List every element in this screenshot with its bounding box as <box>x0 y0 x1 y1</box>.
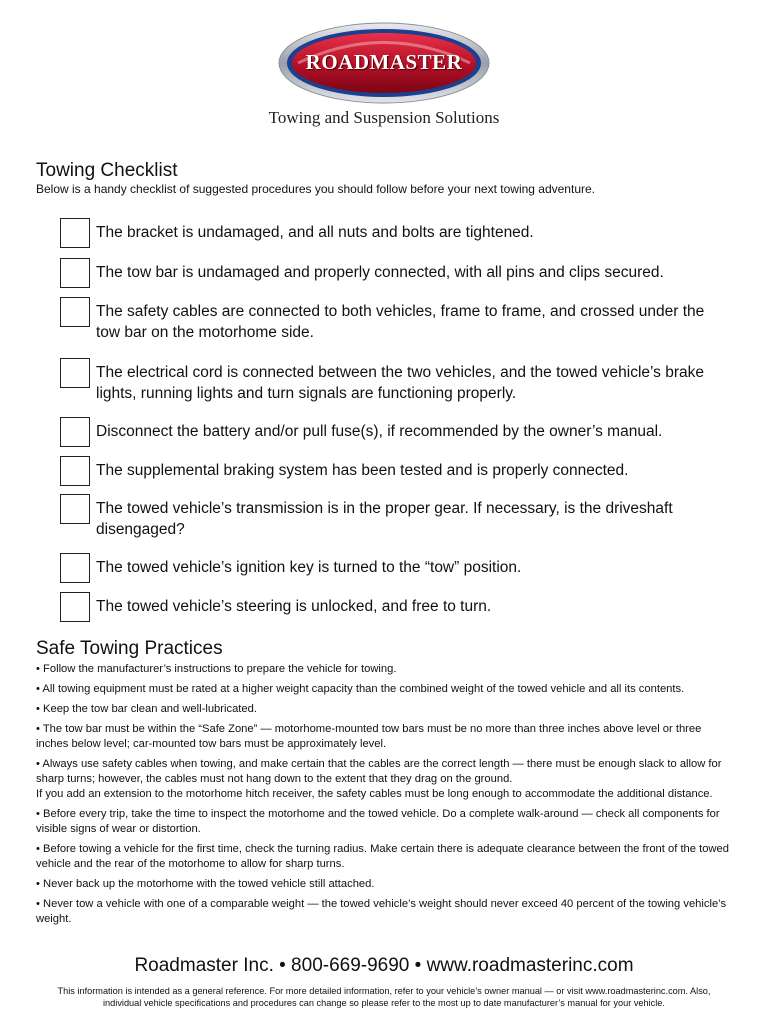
checkbox[interactable] <box>60 553 90 583</box>
checkbox[interactable] <box>60 258 90 288</box>
practice-item <box>36 757 736 802</box>
practice-item: • Keep the tow bar clean and well-lubricated. <box>36 703 257 715</box>
footer-contact: Roadmaster Inc. • 800-669-9690 • www.roadmasterinc.com <box>134 955 634 976</box>
practice-item: • Follow the manufacturer’s instructions to prepare the vehicle for towing. <box>36 663 397 675</box>
checklist-item-label: The towed vehicle’s ignition key is turned to the “tow” position. <box>96 559 522 576</box>
checklist-item <box>60 493 730 540</box>
checklist-item-label: The towed vehicle’s steering is unlocked, and free to turn. <box>96 598 492 615</box>
checklist-item <box>60 217 730 248</box>
safe-towing-practices <box>36 662 736 932</box>
practice-item-extra: If you add an extension to the motorhome hitch receiver, the safety cables must be long enough to accommodate the additional distance. <box>36 788 713 800</box>
checklist-item-label: The towed vehicle’s transmission is in the proper gear. If necessary, is the driveshaft disengaged? <box>96 500 673 538</box>
checkbox[interactable] <box>60 358 90 388</box>
checkbox[interactable] <box>60 494 90 524</box>
practices-title: Safe Towing Practices <box>36 638 223 659</box>
footer-disclaimer: This information is intended as a general reference. For more detailed information, refer to your vehicle’s owner manual — or visit www.roadmasterinc.com. Also, individual vehicle specifications and procedures can change so please refer to the most up to date manufacturer’s manual for your vehicle. <box>57 986 711 1008</box>
tagline: Towing and Suspension Solutions <box>268 108 500 127</box>
checklist-item <box>60 455 730 486</box>
practice-item: • Never back up the motorhome with the towed vehicle still attached. <box>36 878 375 890</box>
checkbox[interactable] <box>60 456 90 486</box>
checklist-item <box>60 296 730 343</box>
practice-item: • Before every trip, take the time to inspect the motorhome and the towed vehicle. Do a complete walk-around — check all components for visible signs of wear or distortion. <box>36 808 720 835</box>
checkbox[interactable] <box>60 218 90 248</box>
practice-item: • Never tow a vehicle with one of a comparable weight — the towed vehicle’s weight should never exceed 40 percent of the towing vehicle’s weight. <box>36 898 727 925</box>
checklist-item-label: The supplemental braking system has been tested and is properly connected. <box>96 462 629 479</box>
practice-item: • The tow bar must be within the “Safe Zone” — motorhome-mounted tow bars must be no more than three inches above level or three inches below level; car-mounted tow bars must be approximately level. <box>36 723 702 750</box>
roadmaster-logo <box>278 22 490 104</box>
checklist-item <box>60 257 730 288</box>
checkbox[interactable] <box>60 592 90 622</box>
logo-wordmark: ROADMASTER <box>305 50 463 74</box>
checklist-item <box>60 591 730 622</box>
checklist-item <box>60 552 730 583</box>
checklist-item <box>60 416 730 447</box>
checklist-item-label: The electrical cord is connected between the two vehicles, and the towed vehicle’s brake lights, running lights and turn signals are functioning properly. <box>96 364 705 402</box>
checklist-title: Towing Checklist <box>36 160 178 181</box>
checklist-item-label: The tow bar is undamaged and properly connected, with all pins and clips secured. <box>96 264 664 281</box>
checklist-item-label: The bracket is undamaged, and all nuts and bolts are tightened. <box>96 224 534 241</box>
practice-item: • All towing equipment must be rated at a higher weight capacity than the combined weight of the towed vehicle and all its contents. <box>36 683 685 695</box>
practice-item-text: • Always use safety cables when towing, and make certain that the cables are the correct length — there must be enough slack to allow for sharp turns; however, the cables must not hang down to the extent that they drag on the ground. <box>36 758 722 785</box>
checkbox[interactable] <box>60 297 90 327</box>
checklist-item <box>60 357 730 404</box>
checkbox[interactable] <box>60 417 90 447</box>
checklist-item-label: The safety cables are connected to both vehicles, frame to frame, and crossed under the tow bar on the motorhome side. <box>96 303 705 341</box>
checklist-intro: Below is a handy checklist of suggested procedures you should follow before your next towing adventure. <box>36 182 595 196</box>
logo-container <box>0 22 768 104</box>
practice-item: • Before towing a vehicle for the first time, check the turning radius. Make certain there is adequate clearance between the front of the towed vehicle and the rear of the motorhome to allow for sharp turns. <box>36 843 729 870</box>
checklist-item-label: Disconnect the battery and/or pull fuse(s), if recommended by the owner’s manual. <box>96 423 663 440</box>
